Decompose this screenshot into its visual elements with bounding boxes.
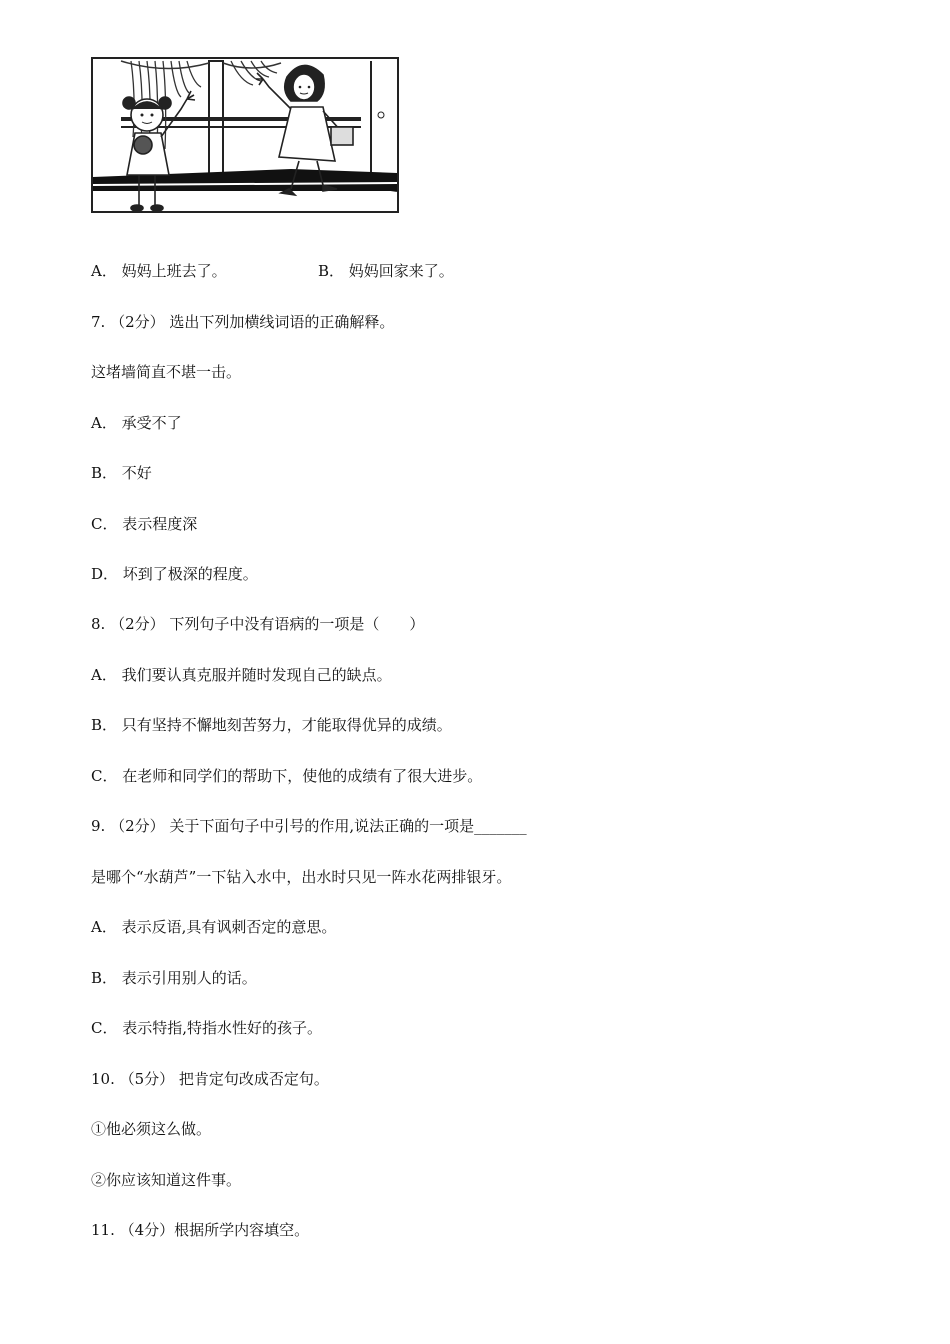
q7-option-d[interactable]: D． 坏到了极深的程度。 xyxy=(91,565,258,583)
q6-option-a[interactable]: A． 妈妈上班去了。 xyxy=(91,262,227,280)
q7-option-c[interactable]: C． 表示程度深 xyxy=(91,515,198,533)
q10-stem: 10. （5分） 把肯定句改成否定句。 xyxy=(91,1070,329,1088)
q7-stem: 7. （2分） 选出下列加横线词语的正确解释。 xyxy=(91,313,395,331)
q8-option-c[interactable]: C． 在老师和同学们的帮助下，使他的成绩有了很大进步。 xyxy=(91,767,483,785)
q8-option-a[interactable]: A． 我们要认真克服并随时发现自己的缺点。 xyxy=(91,666,392,684)
q10-item-2: ②你应该知道这件事。 xyxy=(91,1171,242,1189)
q7-option-a[interactable]: A． 承受不了 xyxy=(91,414,182,432)
q10-item-1: ①他必须这么做。 xyxy=(91,1120,212,1138)
q9-option-b[interactable]: B． 表示引用别人的话。 xyxy=(91,969,257,987)
q7-sentence: 这堵墙简直不堪一击。 xyxy=(91,363,242,381)
q9-option-a[interactable]: A． 表示反语,具有讽刺否定的意思。 xyxy=(91,918,337,936)
q9-stem: 9. （2分） 关于下面句子中引号的作用,说法正确的一项是_______ xyxy=(91,817,527,835)
q7-option-b[interactable]: B． 不好 xyxy=(91,464,152,482)
q11-stem: 11. （4分）根据所学内容填空。 xyxy=(91,1221,310,1239)
q8-option-b[interactable]: B． 只有坚持不懈地刻苦努力，才能取得优异的成绩。 xyxy=(91,716,452,734)
question-illustration xyxy=(91,57,399,213)
q6-option-b[interactable]: B． 妈妈回家来了。 xyxy=(318,262,454,280)
q8-stem: 8. （2分） 下列句子中没有语病的一项是（ ） xyxy=(91,615,425,633)
q9-sentence: 是哪个“水葫芦”一下钻入水中，出水时只见一阵水花两排银牙。 xyxy=(91,868,512,886)
q9-option-c[interactable]: C． 表示特指,特指水性好的孩子。 xyxy=(91,1019,323,1037)
